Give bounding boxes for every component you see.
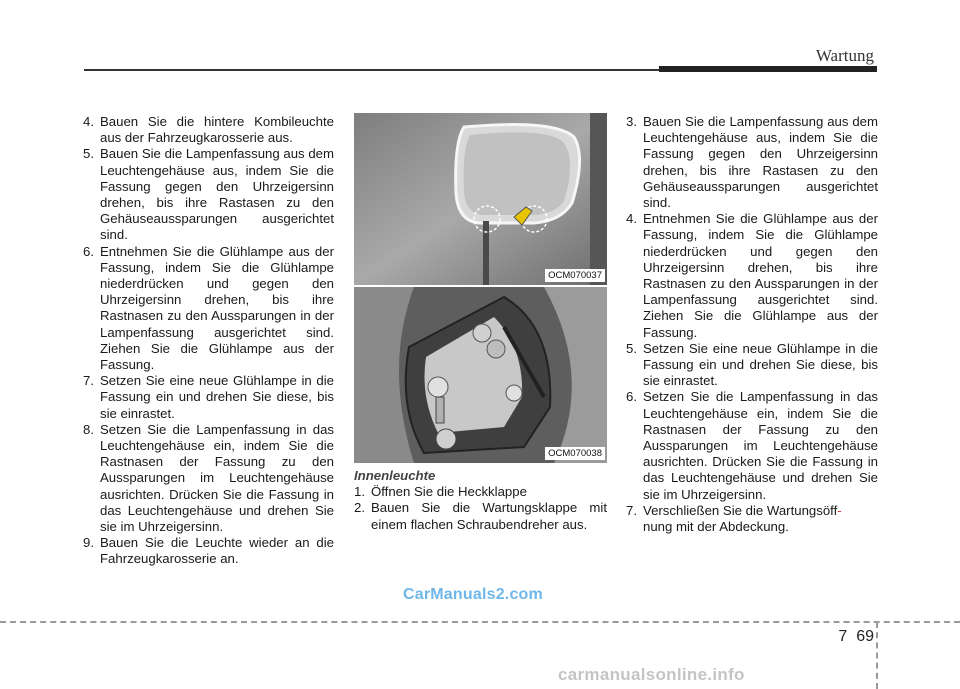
section-heading: Innenleuchte <box>354 468 436 483</box>
list-item <box>354 484 607 500</box>
item-number: 7. <box>626 502 637 518</box>
item-number: 6. <box>83 243 94 259</box>
page-number-value: 69 <box>856 628 874 645</box>
chapter-number: 7 <box>838 628 848 645</box>
list-item <box>83 114 334 146</box>
item-text: Setzen Sie die Lampenfassung in das Leuchtengehäuse ein, indem Sie die Rastnasen der Fassung zu den Aussparungen im Leuchtengehäuse ausrichten. Drücken Sie die Fassung in das Leuchtengehäuse und drehen Sie sie im Uhrzeigersinn. <box>100 421 334 535</box>
footer-divider <box>0 621 960 623</box>
list-item <box>626 503 878 535</box>
item-number: 7. <box>83 373 94 389</box>
item-text-continued: nung mit der Abdeckung. <box>643 519 789 535</box>
list-item <box>626 389 878 502</box>
section-title: Wartung <box>815 46 874 65</box>
item-text: Setzen Sie die Lampenfassung in das Leuchtengehäuse ein, indem Sie die Rastnasen der Fassung zu den Aussparungen im Leuchtengehäuse ausrichten. Drücken Sie die Fassung in das Leuchtengehäuse und drehen Sie sie im Uhrzeigersinn. <box>643 389 878 502</box>
item-text: Bauen Sie die Lampenfassung aus dem Leuchtengehäuse aus, indem Sie die Fassung gegen den Uhrzeigersinn drehen, bis ihre Rastasen zu den Gehäuseaussparungen ausgerichtet sind. <box>100 146 334 243</box>
footer-brand: carmanualsonline.info <box>558 665 745 684</box>
list-item <box>626 341 878 390</box>
header-rule <box>84 69 661 71</box>
bulb-socket-illustration <box>354 287 607 463</box>
list-item <box>83 422 334 535</box>
item-text: Entnehmen Sie die Glühlampe aus der Fassung, indem Sie die Glühlampe niederdrücken und gegen den Uhrzeigersinn drehen, bis ihre Rastnasen zu den Aussparungen in der Lampenfassung ausgerichtet sind. Ziehen Sie die Glühlampe aus der Fassung. <box>643 211 878 340</box>
list-item <box>83 244 334 374</box>
item-text: Öffnen Sie die Heckklappe <box>371 484 527 500</box>
item-text: Setzen Sie eine neue Glühlampe in die Fassung ein und drehen Sie diese, bis sie einrastet. <box>100 373 334 421</box>
item-text: Bauen Sie die Wartungsklappe mit einem flachen Schraubendreher aus. <box>371 500 607 532</box>
item-number: 1. <box>354 484 365 500</box>
figure-interior-lamp-cover <box>354 113 607 285</box>
item-number: 4. <box>83 114 94 129</box>
item-text: Bauen Sie die Lampenfassung aus dem Leuchtengehäuse aus, indem Sie die Fassung gegen den Uhrzeigersinn drehen, bis ihre Rastasen zu den Gehäuseaussparungen ausgerichtet sind. <box>643 114 878 211</box>
item-number: 5. <box>83 146 94 162</box>
hyphen: - <box>837 502 842 518</box>
item-text: Setzen Sie eine neue Glühlampe in die Fassung ein und drehen Sie diese, bis sie einrastet. <box>643 340 878 389</box>
item-number: 9. <box>83 535 94 551</box>
item-text: Entnehmen Sie die Glühlampe aus der Fassung, indem Sie die Glühlampe niederdrücken und gegen den Uhrzeigersinn drehen, bis ihre Rastnasen zu den Aussparungen in der Lampenfassung ausgerichtet sind. Ziehen Sie die Glühlampe aus der Fassung. <box>100 243 334 373</box>
left-column <box>83 114 334 568</box>
figure-bulb-socket <box>354 287 607 463</box>
item-text: Bauen Sie die hintere Kombileuchte aus der Fahrzeugkarosserie aus. <box>100 114 334 146</box>
list-item <box>83 535 334 567</box>
list-item <box>83 373 334 422</box>
header-rule-accent <box>659 66 877 72</box>
page-number <box>838 628 874 646</box>
list-item <box>354 500 607 532</box>
item-text: Bauen Sie die Leuchte wieder an die Fahrzeugkarosserie an. <box>100 535 334 567</box>
item-text: Verschließen Sie die Wartungsöff <box>643 502 838 518</box>
footer-divider-vertical <box>876 622 878 689</box>
middle-column <box>354 468 607 533</box>
item-number: 3. <box>626 114 637 129</box>
list-item <box>626 211 878 341</box>
figure-code: OCM070038 <box>545 447 605 460</box>
list-item <box>626 114 878 211</box>
item-number: 2. <box>354 500 365 516</box>
item-number: 5. <box>626 340 637 356</box>
figure-code: OCM070037 <box>545 269 605 282</box>
item-number: 8. <box>83 421 94 437</box>
item-number: 6. <box>626 389 637 405</box>
lamp-cover-illustration <box>354 113 607 285</box>
watermark-link[interactable]: CarManuals2.com <box>403 586 543 603</box>
item-number: 4. <box>626 211 637 227</box>
list-item <box>83 146 334 243</box>
right-column <box>626 114 878 535</box>
